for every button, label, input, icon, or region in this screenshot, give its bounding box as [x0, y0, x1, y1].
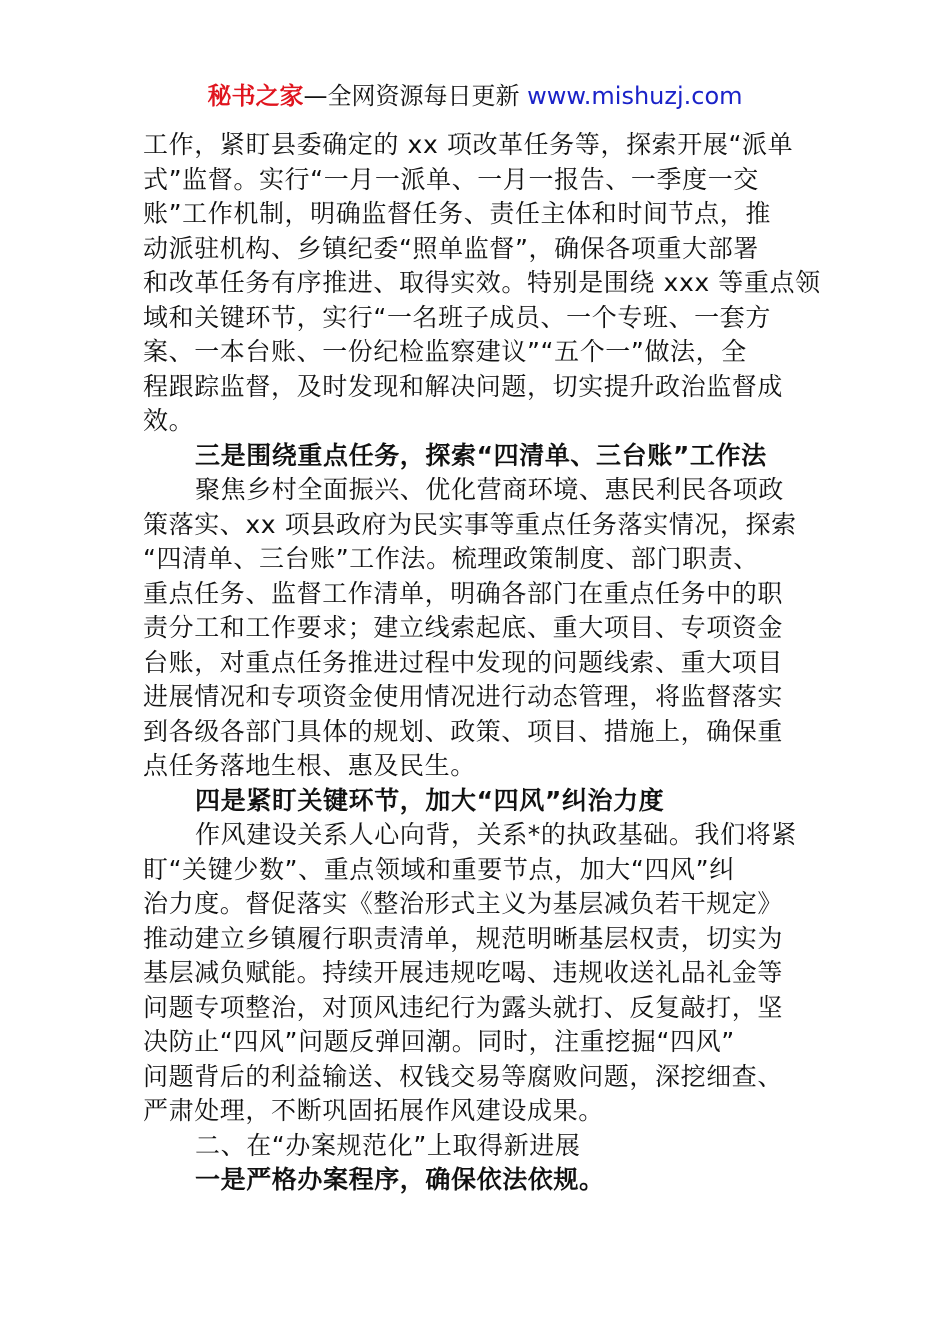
paragraph-line: 案、一本台账、一份纪检监察建议”“五个一”做法，全 [143, 337, 747, 366]
paragraph-line: 效。 [143, 406, 195, 435]
site-tagline: —全网资源每日更新 [303, 82, 528, 110]
paragraph-line: 推动建立乡镇履行职责清单，规范明晰基层权责，切实为 [143, 923, 784, 953]
paragraph-line: 程跟踪监督，及时发现和解决问题，切实提升政治监督成 [143, 371, 784, 401]
chapter-heading: 二、在“办案规范化”上取得新进展 [195, 1130, 581, 1160]
paragraph-line: 作风建设关系人心向背，关系*的执政基础。我们将紧 [195, 820, 797, 849]
document-body [143, 128, 821, 1198]
paragraph-line: 重点任务、监督工作清单，明确各部门在重点任务中的职 [143, 578, 784, 608]
paragraph-line: 决防止“四风”问题反弹回潮。同时，注重挖掘“四风” [143, 1027, 735, 1056]
paragraph-line: 基层减负赋能。持续开展违规吃喝、违规收送礼品礼金等 [143, 958, 784, 987]
section-heading: 三是围绕重点任务，探索“四清单、三台账”工作法 [195, 440, 767, 470]
paragraph-line: 严肃处理，不断巩固拓展作风建设成果。 [143, 1096, 604, 1125]
paragraph-line: 域和关键环节，实行“一名班子成员、一个专班、一套方 [143, 302, 771, 332]
paragraph-line: 和改革任务有序推进、取得实效。特别是围绕 xxx 等重点领 [143, 268, 821, 297]
paragraph-line: “四清单、三台账”工作法。梳理政策制度、部门职责、 [143, 544, 759, 573]
site-watermark-header [0, 80, 950, 112]
paragraph-line: 进展情况和专项资金使用情况进行动态管理，将监督落实 [143, 682, 784, 711]
paragraph-line: 责分工和工作要求；建立线索起底、重大项目、专项资金 [143, 613, 784, 642]
paragraph-line: 式”监督。实行“一月一派单、一月一报告、一季度一交 [143, 164, 759, 194]
paragraph-line: 到各级各部门具体的规划、政策、项目、措施上，确保重 [143, 716, 784, 746]
paragraph-line: 问题背后的利益输送、权钱交易等腐败问题，深挖细查、 [143, 1061, 784, 1091]
paragraph-line: 动派驻机构、乡镇纪委“照单监督”，确保各项重大部署 [143, 233, 759, 263]
paragraph-line: 盯“关键少数”、重点领域和重要节点，加大“四风”纠 [143, 854, 735, 884]
paragraph-line: 台账，对重点任务推进过程中发现的问题线索、重大项目 [143, 647, 784, 677]
paragraph-line: 点任务落地生根、惠及民生。 [143, 751, 476, 780]
paragraph-line: 问题专项整治，对顶风违纪行为露头就打、反复敲打，坚 [143, 992, 784, 1022]
paragraph-line: 治力度。督促落实《整治形式主义为基层减负若干规定》 [143, 889, 784, 918]
section-heading: 四是紧盯关键环节，加大“四风”纠治力度 [195, 785, 665, 815]
paragraph-line: 聚焦乡村全面振兴、优化营商环境、惠民利民各项政 [195, 475, 784, 504]
paragraph-line: 策落实、xx 项县政府为民实事等重点任务落实情况，探索 [143, 509, 797, 539]
site-brand: 秘书之家 [207, 82, 304, 110]
section-heading: 一是严格办案程序，确保依法依规。 [195, 1165, 605, 1194]
paragraph-line: 账”工作机制，明确监督任务、责任主体和时间节点，推 [143, 199, 771, 228]
paragraph-line: 工作，紧盯县委确定的 xx 项改革任务等，探索开展“派单 [143, 130, 794, 159]
site-url: www.mishuzj.com [527, 82, 743, 110]
